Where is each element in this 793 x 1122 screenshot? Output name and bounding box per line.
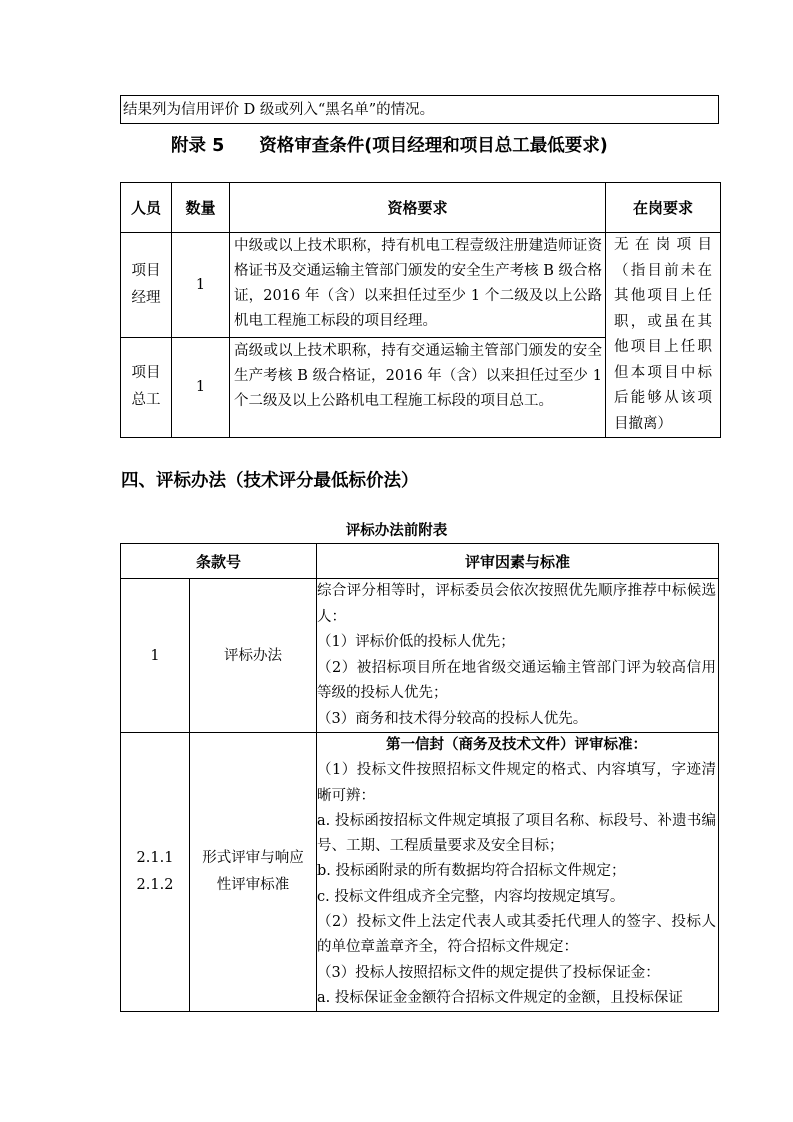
clause-name: 形式评审与响应性评审标准 [190,733,317,1012]
criteria-line: （1）投标文件按照招标文件规定的格式、内容填写，字迹清晰可辨： [317,762,717,804]
requirement-cell: 高级或以上技术职称，持有交通运输主管部门颁发的安全生产考核 B 级合格证，2016 年（含）以来担任过至少 1 个二级及以上公路机电工程施工标段的项目总工。 [230,337,606,438]
count-cell: 1 [172,337,230,438]
header-person: 人员 [121,183,172,233]
qualification-table [120,182,721,438]
criteria-heading: 第一信封（商务及技术文件）评审标准： [386,737,648,753]
header-onsite: 在岗要求 [606,183,721,233]
count-cell: 1 [172,233,230,338]
criteria-line: （1）评标价低的投标人优先； [317,634,515,650]
criteria-line: c. 投标文件组成齐全完整，内容均按规定填写。 [317,888,625,905]
clause-name: 评标办法 [190,579,317,733]
section-heading: 四、评标办法（技术评分最低标价法） [121,471,419,491]
header-clause: 条款号 [121,544,317,579]
evaluation-table [120,543,719,1012]
criteria-cell [317,733,719,1012]
onsite-requirement-cell: 无在岗项目（指目前未在其他项目上任职，或虽在其他项目上任职但本项目中标后能够从该项目撤离） [606,233,721,438]
eval-table-caption: 评标办法前附表 [345,523,448,539]
role-cell: 项目 经理 [121,233,172,338]
criteria-line: （2）被招标项目所在地省级交通运输主管部门评为较高信用等级的投标人优先； [317,659,717,701]
header-qualification: 资格要求 [230,183,606,233]
criteria-line: （3）商务和技术得分较高的投标人优先。 [317,710,588,727]
criteria-line: a. 投标保证金金额符合招标文件规定的金额，且投标保证 [317,989,683,1006]
clause-number: 2.1.1 2.1.2 [121,733,190,1012]
top-note-text: 结果列为信用评价 D 级或列入“黑名单”的情况。 [123,102,435,118]
appendix-title: 附录 5 资格审查条件(项目经理和项目总工最低要求) [171,136,608,156]
requirement-cell: 中级或以上技术职称，持有机电工程壹级注册建造师证资格证书及交通运输主管部门颁发的安全生产考核 B 级合格证，2016 年（含）以来担任过至少 1 个二级及以上公路机电工程施工标段的项目经理。 [230,233,606,338]
criteria-line: （3）投标人按照招标文件的规定提供了投标保证金： [317,964,660,981]
role-cell: 项目 总工 [121,337,172,438]
top-note-box [120,95,719,124]
criteria-line: b. 投标函附录的所有数据均符合招标文件规定； [317,863,626,880]
header-quantity: 数量 [172,183,230,233]
criteria-line: （2）投标文件上法定代表人或其委托代理人的签字、投标人的单位章盖章齐全，符合招标文件规定： [317,914,717,956]
criteria-cell [317,579,719,733]
header-criteria: 评审因素与标准 [317,544,719,579]
clause-number: 1 [121,579,190,733]
criteria-line: 综合评分相等时，评标委员会依次按照优先顺序推荐中标候选人： [317,583,717,625]
criteria-line: a. 投标函按招标文件规定填报了项目名称、标段号、补遗书编号、工期、工程质量要求及安全目标； [317,812,717,855]
